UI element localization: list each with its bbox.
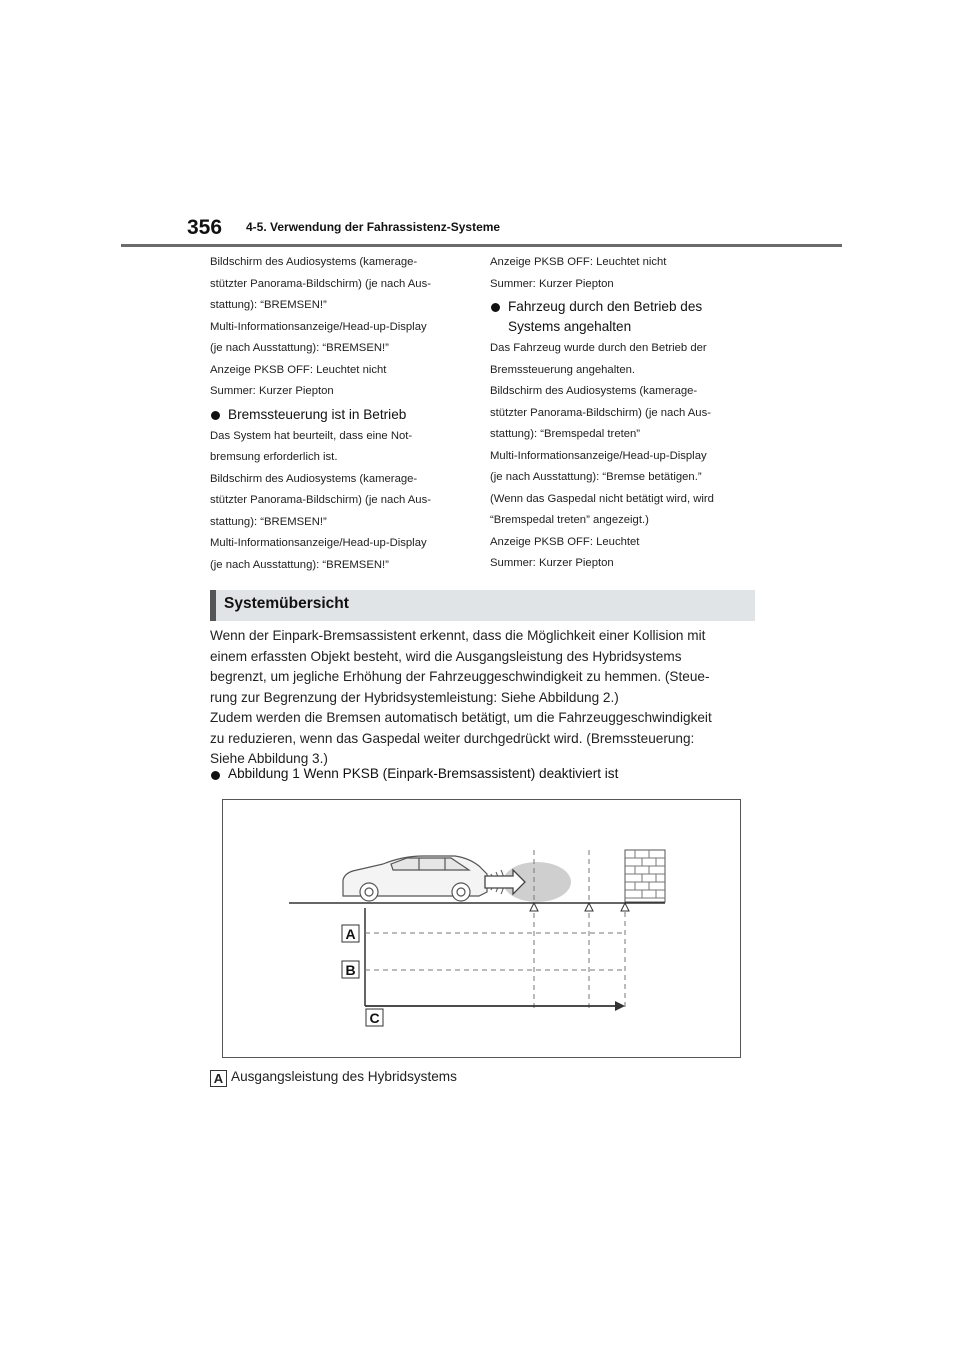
bullet-heading	[490, 297, 755, 337]
bullet-text: Fahrzeug durch den Betrieb des	[508, 299, 703, 314]
text-line: (je nach Ausstattung): “BREMSEN!”	[210, 558, 389, 571]
text-line: Zudem werden die Bremsen automatisch betätigt, um die Fahrzeuggeschwindigkeit	[210, 710, 712, 725]
text-line: Bildschirm des Audiosystems (kamerage-	[490, 385, 698, 397]
text-line: stützter Panorama-Bildschirm) (je nach Aus-	[210, 277, 431, 290]
text-line: Multi-Informationsanzeige/Head-up-Display	[210, 320, 427, 333]
text-line: Summer: Kurzer Piepton	[490, 277, 614, 290]
bullet-icon	[211, 411, 220, 420]
text-line: Das Fahrzeug wurde durch den Betrieb der	[490, 342, 707, 354]
level-lines	[365, 933, 625, 970]
text-line: (Wenn das Gaspedal nicht betätigt wird, wird	[490, 492, 714, 505]
section-title: 4-5. Verwendung der Fahrassistenz-Systeme	[246, 220, 501, 234]
text-line: zu reduzieren, wenn das Gaspedal weiter durchgedrückt wird. (Bremssteuerung:	[210, 730, 695, 746]
pksb-diagram	[223, 800, 740, 1057]
text-line: Wenn der Einpark-Bremsassistent erkennt, dass die Möglichkeit einer Kollision mit	[210, 628, 706, 643]
text-line: Summer: Kurzer Piepton	[490, 557, 614, 569]
wall-icon	[625, 850, 665, 902]
bullet-text: Systems angehalten	[508, 319, 632, 334]
page-number: 356	[187, 216, 223, 239]
text-line: stattung): “BREMSEN!”	[210, 515, 327, 528]
section-heading-text: Systemübersicht	[224, 595, 349, 612]
text-line: Multi-Informationsanzeige/Head-up-Display	[490, 449, 707, 462]
text-line: einem erfassten Objekt besteht, wird die Ausgangsleistung des Hybridsystems	[210, 648, 682, 664]
figure-caption-bullet	[210, 766, 618, 781]
label-a: A	[345, 926, 356, 942]
legend-text: Ausgangsleistung des Hybridsystems	[231, 1069, 457, 1084]
x-axis-arrow-icon	[615, 1001, 625, 1011]
text-line: Anzeige PKSB OFF: Leuchtet nicht	[490, 256, 667, 268]
label-c-box	[366, 1009, 383, 1026]
legend-key: A	[210, 1070, 227, 1087]
bullet-icon	[491, 303, 500, 312]
section-heading	[210, 590, 755, 621]
text-line: stattung): “BREMSEN!”	[210, 299, 327, 311]
text-line: Multi-Informationsanzeige/Head-up-Display	[210, 537, 427, 549]
text-line: Summer: Kurzer Piepton	[210, 385, 334, 397]
overview-paragraph	[210, 626, 758, 770]
text-line: rung zur Begrenzung der Hybridsystemleistung: Siehe Abbildung 2.)	[210, 689, 619, 705]
text-line: (je nach Ausstattung): “BREMSEN!”	[210, 342, 389, 354]
bullet-heading	[210, 405, 468, 425]
heading-accent-bar	[210, 590, 216, 621]
text-line: Siehe Abbildung 3.)	[210, 751, 328, 766]
vehicle-icon	[343, 856, 487, 901]
figure-legend	[210, 1069, 457, 1087]
header-rule	[121, 244, 842, 247]
text-line: begrenzt, um jegliche Erhöhung der Fahrzeuggeschwindigkeit zu hemmen. (Steue-	[210, 669, 710, 684]
text-line: Anzeige PKSB OFF: Leuchtet	[490, 535, 640, 548]
figure-caption: Abbildung 1 Wenn PKSB (Einpark-Bremsassistent) deaktiviert ist	[228, 766, 619, 781]
right-column	[490, 252, 755, 575]
figure-frame	[222, 799, 741, 1058]
text-line: Bildschirm des Audiosystems (kamerage-	[210, 256, 418, 268]
text-line: bremsung erforderlich ist.	[210, 451, 338, 463]
text-line: Das System hat beurteilt, dass eine Not-	[210, 429, 413, 442]
bullet-icon	[211, 771, 220, 780]
left-column	[210, 252, 468, 576]
label-c: C	[369, 1010, 380, 1026]
text-line: stützter Panorama-Bildschirm) (je nach Aus-	[210, 494, 431, 506]
text-line: stützter Panorama-Bildschirm) (je nach Aus-	[490, 406, 711, 419]
text-line: stattung): “Bremspedal treten”	[490, 428, 641, 440]
bullet-text: Bremssteuerung ist in Betrieb	[228, 406, 407, 422]
text-line: Bildschirm des Audiosystems (kamerage-	[210, 472, 418, 485]
text-line: Bremssteuerung angehalten.	[490, 363, 636, 376]
text-line: Anzeige PKSB OFF: Leuchtet nicht	[210, 363, 387, 376]
label-b-box	[342, 961, 359, 978]
marker-triangles	[530, 903, 629, 911]
label-b: B	[345, 962, 356, 978]
text-line: “Bremspedal treten” angezeigt.)	[490, 514, 649, 526]
label-a-box	[342, 925, 359, 942]
text-line: (je nach Ausstattung): “Bremse betätigen.”	[490, 471, 702, 483]
